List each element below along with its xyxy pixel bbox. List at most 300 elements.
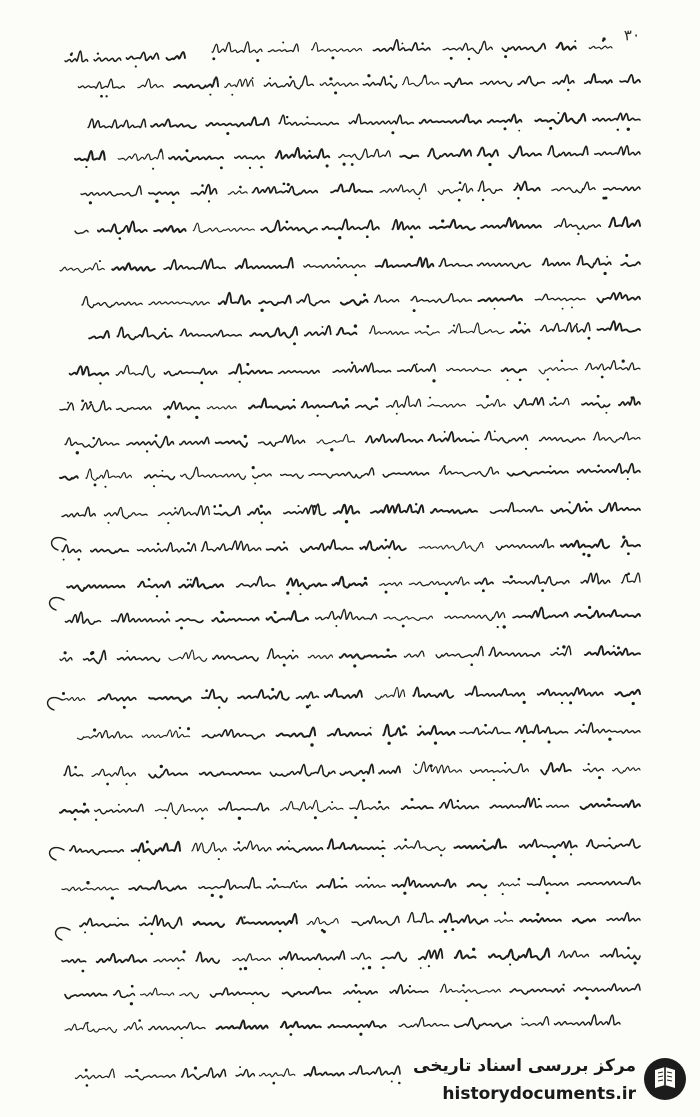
ink-dot — [482, 589, 485, 592]
ink-dot — [269, 77, 271, 79]
ink-dot — [470, 663, 473, 666]
handwritten-word — [540, 437, 585, 442]
ink-dot — [385, 539, 388, 542]
handwritten-word — [619, 397, 640, 405]
ink-dot — [74, 766, 77, 769]
ink-dot — [74, 818, 77, 821]
ink-dot — [416, 363, 418, 365]
handwritten-word — [510, 989, 564, 995]
ink-dot — [627, 947, 630, 950]
ink-dot — [597, 465, 600, 468]
handwritten-word — [360, 541, 406, 551]
ink-dot — [484, 894, 486, 896]
ink-dot — [239, 381, 241, 383]
ink-dot — [538, 798, 540, 800]
ink-dot — [388, 557, 390, 559]
handwritten-word — [196, 952, 219, 963]
ink-dot — [105, 95, 107, 97]
ink-dot — [146, 840, 149, 843]
handwritten-word — [373, 40, 430, 51]
handwritten-word — [445, 612, 505, 621]
handwritten-word — [322, 219, 379, 229]
handwritten-word — [622, 573, 641, 583]
ink-dot — [100, 95, 103, 98]
handwritten-word — [428, 432, 479, 442]
ink-dot — [518, 130, 520, 132]
handwritten-word — [601, 948, 641, 959]
ink-dot — [421, 42, 423, 44]
handwritten-word — [468, 884, 487, 888]
ink-dot — [155, 200, 158, 203]
ink-dot — [260, 309, 263, 312]
ink-dot — [557, 647, 559, 649]
ink-dot — [67, 402, 69, 404]
ink-dot — [626, 574, 628, 576]
manuscript-line — [62, 947, 640, 973]
manuscript-line — [212, 37, 612, 62]
handwritten-word — [440, 984, 500, 993]
handwritten-word — [180, 329, 241, 337]
handwritten-word — [182, 1068, 226, 1079]
handwritten-word — [317, 434, 355, 443]
handwritten-word — [267, 882, 307, 888]
handwritten-word — [137, 543, 195, 552]
ink-dot — [588, 763, 590, 765]
handwritten-word — [402, 806, 433, 809]
handwritten-word — [112, 613, 170, 622]
ink-dot — [362, 967, 364, 969]
ink-dot — [84, 931, 86, 933]
handwritten-word — [200, 772, 261, 776]
ink-dot — [391, 1081, 393, 1083]
handwritten-word — [415, 331, 439, 335]
handwritten-word — [337, 328, 357, 335]
handwritten-word — [62, 959, 86, 962]
handwritten-word — [514, 398, 543, 409]
handwritten-word — [167, 52, 186, 60]
handwritten-word — [509, 146, 541, 158]
handwritten-word — [154, 226, 185, 232]
handwritten-word — [340, 764, 373, 775]
ink-dot — [157, 543, 160, 546]
handwritten-word — [118, 149, 163, 160]
ink-dot — [354, 274, 356, 276]
ink-dot — [167, 415, 170, 418]
handwritten-word — [97, 954, 147, 963]
handwritten-word — [267, 611, 309, 622]
handwritten-word — [81, 186, 141, 196]
handwritten-word — [259, 435, 305, 446]
manuscript-line — [65, 606, 640, 630]
ink-dot — [462, 984, 465, 987]
ink-dot — [577, 233, 579, 235]
ink-dot — [574, 40, 576, 42]
ink-dot — [93, 728, 96, 731]
handwritten-word — [428, 149, 471, 159]
handwritten-word — [312, 43, 362, 52]
handwritten-word — [176, 619, 203, 623]
handwritten-word — [268, 44, 298, 52]
ink-dot — [363, 293, 366, 296]
handwritten-word — [95, 804, 144, 814]
ink-dot — [286, 116, 288, 118]
manuscript-line — [65, 984, 640, 1006]
handwritten-word — [516, 725, 568, 734]
ink-dot — [444, 930, 447, 933]
ink-dot — [160, 150, 162, 152]
ink-dot — [95, 819, 97, 821]
ink-dot — [161, 470, 163, 472]
ink-dot — [484, 724, 487, 727]
handwritten-word — [547, 805, 569, 807]
ink-dot — [119, 237, 122, 240]
handwritten-word — [574, 984, 640, 992]
handwritten-word — [179, 578, 223, 589]
ink-dot — [81, 399, 84, 402]
ink-dot — [465, 1000, 467, 1002]
handwritten-word — [455, 951, 476, 959]
ink-dot — [524, 323, 526, 325]
handwritten-word — [411, 294, 471, 303]
handwritten-word — [206, 117, 269, 126]
handwritten-word — [219, 802, 269, 811]
handwritten-word — [443, 41, 492, 53]
ink-dot — [368, 966, 371, 969]
ink-dot — [249, 167, 251, 169]
ink-dot — [237, 841, 240, 844]
handwritten-word — [581, 573, 610, 584]
ink-dot — [597, 395, 600, 398]
ink-dot — [353, 664, 356, 667]
handwritten-word — [253, 474, 272, 478]
ink-dot — [582, 724, 584, 726]
ink-dot — [627, 478, 629, 480]
manuscript-line — [70, 359, 640, 384]
handwritten-word — [561, 539, 609, 548]
watermark-organization: مرکز بررسی اسناد تاریخی — [413, 1056, 636, 1076]
ink-dot — [286, 221, 289, 224]
handwritten-word — [528, 877, 569, 886]
handwritten-word — [62, 545, 81, 553]
handwritten-word — [420, 114, 482, 123]
handwritten-word — [60, 810, 89, 813]
ink-dot — [338, 236, 341, 239]
ink-dot — [244, 435, 247, 438]
handwritten-word — [193, 223, 254, 232]
handwritten-word — [279, 370, 320, 373]
handwritten-word — [380, 184, 426, 195]
handwritten-word — [573, 919, 596, 923]
ink-dot — [89, 401, 92, 404]
manuscript-line — [60, 645, 640, 667]
handwritten-word — [408, 913, 434, 923]
ink-dot — [289, 76, 292, 79]
ink-dot — [494, 430, 496, 432]
handwritten-word — [352, 916, 399, 925]
ink-dot — [164, 817, 166, 819]
ink-dot — [283, 541, 285, 543]
ink-dot — [617, 646, 620, 649]
handwritten-word — [236, 258, 293, 269]
handwritten-word — [155, 803, 207, 815]
ink-dot — [415, 764, 417, 766]
watermark-website: historydocuments.ir — [442, 1084, 636, 1104]
ink-dot — [567, 89, 569, 91]
ink-dot — [576, 323, 578, 325]
ink-dot — [343, 504, 346, 507]
ink-dot — [569, 701, 572, 704]
ink-dot — [172, 201, 175, 204]
ink-dot — [321, 326, 323, 328]
ink-dot — [523, 701, 526, 704]
handwritten-word — [539, 368, 577, 374]
ink-dot — [625, 254, 628, 257]
ink-dot — [293, 342, 296, 345]
handwritten-word — [379, 766, 400, 774]
handwritten-word — [142, 730, 189, 738]
ink-dot — [601, 376, 604, 379]
handwritten-word — [375, 687, 404, 699]
ink-dot — [502, 893, 504, 895]
ink-dot — [87, 1022, 89, 1024]
ink-dot — [179, 727, 181, 729]
handwritten-word — [145, 475, 175, 480]
ink-dot — [434, 742, 437, 745]
ink-dot — [605, 412, 607, 414]
handwritten-word — [328, 839, 385, 850]
handwritten-word — [333, 363, 391, 372]
ink-dot — [343, 163, 346, 166]
ink-dot — [118, 804, 120, 806]
ink-dot — [525, 448, 527, 450]
ink-dot — [252, 466, 255, 469]
handwritten-word — [238, 690, 289, 700]
ink-dot — [201, 817, 203, 819]
handwritten-word — [513, 607, 568, 618]
ink-dot — [187, 579, 189, 581]
handwritten-word — [620, 75, 640, 83]
handwritten-word — [67, 585, 124, 591]
ink-dot — [541, 589, 544, 592]
manuscript-line — [65, 430, 640, 454]
handwritten-word — [550, 398, 569, 405]
handwritten-word — [535, 113, 585, 123]
ink-dot — [507, 379, 509, 381]
ink-dot — [83, 803, 86, 806]
handwritten-word — [376, 258, 434, 268]
ink-dot — [326, 164, 329, 167]
ink-dot — [94, 483, 97, 486]
handwritten-word — [481, 218, 541, 229]
ink-dot — [424, 75, 427, 78]
ink-dot — [519, 379, 522, 382]
handwritten-word — [281, 800, 344, 811]
ink-dot — [622, 359, 625, 362]
handwritten-word — [455, 1018, 511, 1029]
ink-dot — [334, 91, 337, 94]
handwritten-word — [94, 58, 121, 61]
handwritten-word — [375, 295, 399, 302]
handwritten-word — [419, 949, 443, 959]
archive-watermark — [413, 1052, 692, 1110]
ink-dot — [283, 182, 286, 185]
handwritten-word — [277, 727, 316, 736]
ink-dot — [299, 593, 301, 595]
manuscript-line — [65, 1015, 620, 1039]
handwritten-word — [112, 263, 155, 270]
handwritten-word — [363, 77, 396, 88]
ink-dot — [273, 878, 276, 881]
ink-dot — [131, 985, 134, 988]
handwritten-word — [132, 842, 180, 855]
handwritten-word — [430, 220, 475, 230]
handwritten-word — [578, 464, 641, 473]
ink-dot — [351, 361, 353, 363]
handwritten-word — [621, 262, 640, 266]
manuscript-line — [62, 877, 640, 900]
handwritten-word — [350, 800, 389, 809]
ink-dot — [190, 579, 192, 581]
ink-dot — [205, 689, 208, 692]
ink-dot — [252, 1002, 254, 1004]
ink-dot — [85, 166, 87, 168]
handwritten-word — [541, 763, 571, 775]
ink-dot — [354, 816, 357, 819]
ink-dot — [239, 186, 242, 189]
handwritten-word — [129, 881, 186, 891]
ink-dot — [488, 163, 491, 166]
handwritten-word — [320, 83, 358, 87]
manuscript-line — [80, 911, 640, 935]
ink-dot — [451, 928, 454, 931]
ink-dot — [497, 626, 499, 628]
handwritten-word — [431, 509, 477, 514]
ink-dot — [553, 855, 556, 858]
ink-dot — [368, 877, 370, 879]
ink-dot — [409, 985, 411, 987]
handwritten-word — [609, 217, 640, 227]
ink-dot — [355, 984, 358, 987]
handwritten-word — [296, 692, 318, 699]
manuscript-line — [82, 293, 640, 312]
ink-dot — [457, 800, 459, 802]
ink-dot — [201, 184, 204, 187]
handwritten-word — [471, 764, 529, 773]
handwritten-word — [581, 800, 641, 809]
handwritten-word — [481, 81, 512, 86]
ink-dot — [630, 396, 632, 398]
ink-dot — [220, 166, 223, 169]
ink-dot — [622, 535, 625, 538]
handwritten-word — [478, 181, 502, 193]
ink-dot — [415, 503, 417, 505]
handwritten-word — [77, 730, 132, 739]
handwritten-word — [117, 327, 172, 339]
handwritten-word — [309, 468, 374, 478]
ink-dot — [401, 42, 403, 44]
handwritten-word — [180, 437, 209, 445]
handwritten-word — [84, 650, 106, 663]
ink-dot — [296, 880, 298, 882]
handwritten-word — [202, 730, 264, 739]
ink-dot — [358, 1001, 360, 1003]
ink-dot — [290, 1033, 293, 1036]
ink-dot — [218, 858, 220, 860]
handwritten-word — [114, 991, 135, 998]
handwritten-word — [600, 503, 641, 513]
handwritten-word — [207, 406, 236, 409]
handwritten-word — [585, 74, 612, 83]
handwritten-word — [595, 146, 640, 155]
ink-dot — [279, 930, 282, 933]
handwritten-word — [201, 541, 260, 551]
ink-dot — [111, 896, 114, 899]
handwritten-word — [541, 323, 590, 332]
ink-dot — [472, 431, 474, 433]
ink-dot — [152, 168, 154, 170]
ink-dot — [468, 58, 471, 61]
handwritten-word — [236, 1069, 254, 1076]
ink-dot — [517, 197, 520, 200]
handwritten-word — [371, 504, 423, 513]
handwritten-word — [551, 504, 591, 514]
handwritten-word — [613, 767, 640, 773]
ink-dot — [86, 881, 89, 884]
handwritten-word — [149, 301, 209, 305]
ink-dot — [562, 308, 564, 310]
ink-dot — [308, 150, 310, 152]
handwritten-word — [511, 329, 530, 332]
ink-dot — [458, 199, 461, 202]
handwritten-word — [553, 75, 574, 84]
handwritten-word — [485, 432, 528, 443]
handwritten-word — [228, 191, 247, 194]
handwritten-word — [477, 399, 506, 408]
ink-dot — [522, 1017, 524, 1019]
handwritten-word — [174, 77, 218, 88]
ink-dot — [166, 611, 169, 614]
ink-dot — [561, 702, 563, 704]
ink-dot — [71, 52, 73, 54]
ink-dot — [213, 505, 216, 508]
handwritten-word — [70, 366, 109, 375]
ink-dot — [261, 522, 263, 524]
ink-dot — [472, 948, 475, 951]
handwritten-word — [552, 182, 595, 193]
handwritten-word — [414, 762, 462, 774]
handwritten-word — [88, 119, 146, 128]
ink-dot — [238, 817, 241, 820]
ink-dot — [286, 592, 289, 595]
ink-dot — [557, 112, 559, 114]
handwritten-word — [75, 1069, 114, 1079]
ink-dot — [150, 933, 153, 936]
ink-dot — [160, 765, 163, 768]
ink-dot — [561, 360, 563, 362]
handwritten-word — [149, 1022, 205, 1030]
ink-dot — [82, 970, 85, 973]
ink-dot — [366, 235, 369, 238]
ink-dot — [194, 1067, 197, 1070]
ink-dot — [444, 431, 446, 433]
ink-dot — [148, 578, 151, 581]
ink-dot — [97, 52, 99, 54]
ink-dot — [85, 1069, 88, 1072]
handwritten-word — [154, 958, 184, 962]
handwritten-word — [65, 438, 119, 447]
ink-dot — [608, 738, 611, 741]
handwritten-word — [413, 687, 453, 698]
